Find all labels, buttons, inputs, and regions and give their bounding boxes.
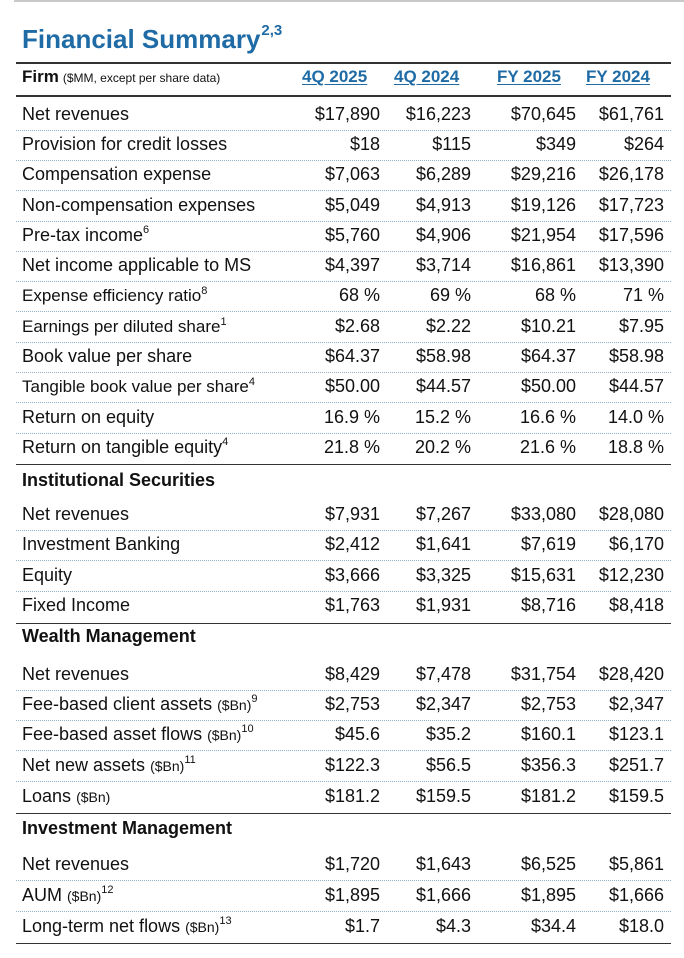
row-footnote: 13 <box>219 915 232 927</box>
cell-value: $251.7 <box>608 755 664 775</box>
cell-value: $4,397 <box>324 255 380 275</box>
table-row <box>16 251 671 282</box>
row-label-text: Return on equity <box>22 407 155 427</box>
cell-value: $2,347 <box>415 694 471 714</box>
cell-value: $5,049 <box>324 195 380 215</box>
table-row <box>16 130 671 161</box>
cell-value: $1,931 <box>415 595 471 615</box>
row-label <box>22 195 255 216</box>
row-label-text: Earnings per diluted share <box>22 317 221 336</box>
section-divider <box>16 813 671 814</box>
cell-value: $12,230 <box>598 565 664 585</box>
cell-value: $10.21 <box>520 316 576 336</box>
row-label-text: Investment Banking <box>22 534 181 554</box>
row-unit-note: ($Bn) <box>185 919 220 935</box>
row-footnote: 4 <box>248 376 255 388</box>
section-divider <box>16 943 671 944</box>
column-header-4q-2025: 4Q 2025 <box>302 67 368 86</box>
table-row <box>16 660 671 691</box>
cell-value: $16,861 <box>510 255 576 275</box>
cell-value: 15.2 % <box>414 407 471 427</box>
row-label-text: Net revenues <box>22 504 130 524</box>
row-label <box>22 786 110 807</box>
cell-value: $7,063 <box>324 164 380 184</box>
cell-value: $6,289 <box>415 164 471 184</box>
cell-value: $7,267 <box>415 504 471 524</box>
row-label <box>22 755 196 776</box>
row-label-text: Compensation expense <box>22 164 212 184</box>
row-unit-note: ($Bn) <box>150 758 185 774</box>
row-footnote: 11 <box>184 754 196 766</box>
cell-value: $18.0 <box>618 916 664 936</box>
row-label <box>22 885 114 906</box>
cell-value: $4,906 <box>415 225 471 245</box>
table-row <box>16 690 671 721</box>
cell-value: $1,895 <box>324 885 380 905</box>
cell-value: $159.5 <box>608 786 664 806</box>
table-row <box>16 500 671 531</box>
section-divider <box>16 623 671 624</box>
row-label-text: Provision for credit losses <box>22 134 228 154</box>
cell-value: 71 % <box>622 285 664 305</box>
cell-value: $2,753 <box>324 694 380 714</box>
section-title-investment-management: Investment Management <box>22 818 233 838</box>
cell-value: $1,666 <box>415 885 471 905</box>
cell-value: $50.00 <box>520 376 576 396</box>
cell-value: $2.22 <box>425 316 471 336</box>
row-unit-note: ($Bn) <box>76 789 111 805</box>
cell-value: $45.6 <box>334 724 380 744</box>
row-label-text: Loans <box>22 786 72 806</box>
cell-value: 21.6 % <box>519 437 576 457</box>
cell-value: $61,761 <box>598 104 664 124</box>
row-footnote: 1 <box>220 316 227 328</box>
cell-value: $29,216 <box>510 164 576 184</box>
cell-value: $50.00 <box>324 376 380 396</box>
cell-value: $181.2 <box>520 786 576 806</box>
table-row <box>16 561 671 592</box>
table-row <box>16 751 671 782</box>
row-label-text: Net new assets <box>22 755 146 775</box>
cell-value: $28,420 <box>598 664 664 684</box>
title-text: Financial Summary <box>22 24 261 54</box>
cell-value: $8,418 <box>608 595 664 615</box>
cell-value: $13,390 <box>598 255 664 275</box>
cell-value: $1,643 <box>415 854 471 874</box>
table-row <box>16 160 671 191</box>
row-label <box>22 595 130 616</box>
cell-value: $6,170 <box>608 534 664 554</box>
row-label-text: Fee-based client assets <box>22 694 213 714</box>
section-divider <box>16 464 671 465</box>
row-label-text: AUM <box>22 885 62 905</box>
row-label <box>22 286 207 306</box>
table-row <box>16 720 671 751</box>
row-label-text: Net revenues <box>22 104 130 124</box>
cell-value: $1,666 <box>608 885 664 905</box>
cell-value: $1,720 <box>324 854 380 874</box>
table-row <box>16 221 671 252</box>
cell-value: 16.9 % <box>323 407 380 427</box>
row-label <box>22 504 129 525</box>
cell-value: $122.3 <box>324 755 380 775</box>
row-footnote: 6 <box>143 224 150 236</box>
table-row <box>16 591 671 621</box>
top-divider <box>14 0 684 2</box>
row-label-text: Equity <box>22 565 73 585</box>
cell-value: $58.98 <box>608 346 664 366</box>
cell-value: $6,525 <box>520 854 576 874</box>
header-bottom-rule <box>16 95 671 97</box>
table-row <box>16 881 671 912</box>
cell-value: $1.7 <box>344 916 380 936</box>
cell-value: $70,645 <box>510 104 576 124</box>
row-label <box>22 164 211 185</box>
row-footnote: 9 <box>251 693 258 705</box>
cell-value: 16.6 % <box>519 407 576 427</box>
cell-value: $21,954 <box>510 225 576 245</box>
cell-value: $2,347 <box>608 694 664 714</box>
cell-value: $1,763 <box>324 595 380 615</box>
cell-value: 20.2 % <box>414 437 471 457</box>
cell-value: 18.8 % <box>607 437 664 457</box>
row-label <box>22 534 180 555</box>
row-label-text: Pre-tax income <box>22 225 144 245</box>
cell-value: $3,325 <box>415 565 471 585</box>
cell-value: $16,223 <box>405 104 471 124</box>
row-label <box>22 104 129 125</box>
cell-value: $160.1 <box>520 724 576 744</box>
cell-value: $33,080 <box>510 504 576 524</box>
cell-value: $44.57 <box>415 376 471 396</box>
cell-value: 14.0 % <box>607 407 664 427</box>
cell-value: $181.2 <box>324 786 380 806</box>
cell-value: $17,890 <box>314 104 380 124</box>
row-label-text: Expense efficiency ratio <box>22 286 202 305</box>
table-row <box>16 530 671 561</box>
row-label-text: Fixed Income <box>22 595 131 615</box>
row-label-text: Return on tangible equity <box>22 437 223 457</box>
cell-value: $64.37 <box>520 346 576 366</box>
table-row <box>16 100 671 131</box>
firm-header <box>22 67 220 87</box>
cell-value: $15,631 <box>510 565 576 585</box>
cell-value: $7.95 <box>618 316 664 336</box>
header-top-rule <box>16 62 671 64</box>
row-label <box>22 694 257 715</box>
cell-value: $56.5 <box>425 755 471 775</box>
cell-value: $2,753 <box>520 694 576 714</box>
cell-value: $34.4 <box>530 916 576 936</box>
cell-value: $264 <box>623 134 664 154</box>
cell-value: $17,723 <box>598 195 664 215</box>
cell-value: $18 <box>349 134 380 154</box>
cell-value: 68 % <box>338 285 380 305</box>
row-label <box>22 565 72 586</box>
column-header-fy-2024: FY 2024 <box>586 67 650 86</box>
table-row <box>16 433 671 463</box>
cell-value: $115 <box>432 134 471 154</box>
table-row <box>16 342 671 373</box>
row-label-text: Book value per share <box>22 346 193 366</box>
row-label <box>22 664 129 685</box>
row-footnote: 4 <box>222 436 229 448</box>
cell-value: $58.98 <box>415 346 471 366</box>
table-row <box>16 191 671 222</box>
row-label <box>22 724 254 745</box>
row-unit-note: ($Bn) <box>67 888 102 904</box>
cell-value: $2,412 <box>324 534 380 554</box>
cell-value: $1,641 <box>415 534 471 554</box>
row-label <box>22 377 255 397</box>
cell-value: 69 % <box>429 285 471 305</box>
table-row <box>16 403 671 434</box>
cell-value: $3,714 <box>415 255 471 275</box>
cell-value: $7,931 <box>324 504 380 524</box>
title-footnote: 2,3 <box>261 22 283 39</box>
cell-value: $7,619 <box>520 534 576 554</box>
cell-value: $159.5 <box>415 786 471 806</box>
table-row <box>16 850 671 881</box>
section-title-wealth-management: Wealth Management <box>22 626 196 646</box>
row-footnote: 8 <box>201 285 208 297</box>
cell-value: $64.37 <box>324 346 380 366</box>
row-label <box>22 346 192 367</box>
cell-value: 68 % <box>534 285 576 305</box>
cell-value: $123.1 <box>608 724 664 744</box>
row-footnote: 10 <box>241 723 254 735</box>
cell-value: $4.3 <box>435 916 471 936</box>
row-label-text: Net revenues <box>22 854 130 874</box>
row-label-text: Long-term net flows <box>22 916 181 936</box>
row-label <box>22 854 129 875</box>
firm-unit-note: ($MM, except per share data) <box>62 71 221 85</box>
row-label <box>22 255 251 276</box>
column-header-4q-2024: 4Q 2024 <box>394 67 460 86</box>
cell-value: $7,478 <box>415 664 471 684</box>
column-header-fy-2025: FY 2025 <box>497 67 561 86</box>
cell-value: $4,913 <box>415 195 471 215</box>
row-unit-note: ($Bn) <box>217 697 252 713</box>
row-unit-note: ($Bn) <box>207 727 242 743</box>
section-title-institutional-securities: Institutional Securities <box>22 470 216 490</box>
row-label-text: Tangible book value per share <box>22 377 249 396</box>
row-label <box>22 916 232 937</box>
table-row <box>16 281 671 312</box>
cell-value: $31,754 <box>510 664 576 684</box>
cell-value: $349 <box>535 134 576 154</box>
row-footnote: 12 <box>101 884 114 896</box>
cell-value: $8,429 <box>324 664 380 684</box>
table-row <box>16 782 671 812</box>
cell-value: $3,666 <box>324 565 380 585</box>
table-row <box>16 372 671 403</box>
row-label-text: Fee-based asset flows <box>22 724 203 744</box>
cell-value: $2.68 <box>334 316 380 336</box>
page-title <box>22 24 282 55</box>
cell-value: $1,895 <box>520 885 576 905</box>
row-label <box>22 225 149 246</box>
table-row <box>16 912 671 942</box>
row-label-text: Non-compensation expenses <box>22 195 256 215</box>
row-label <box>22 317 227 337</box>
cell-value: 21.8 % <box>323 437 380 457</box>
cell-value: $28,080 <box>598 504 664 524</box>
row-label <box>22 437 228 458</box>
cell-value: $26,178 <box>598 164 664 184</box>
cell-value: $5,760 <box>324 225 380 245</box>
table-row <box>16 312 671 343</box>
row-label-text: Net income applicable to MS <box>22 255 252 275</box>
row-label <box>22 407 154 428</box>
row-label <box>22 134 227 155</box>
cell-value: $19,126 <box>510 195 576 215</box>
cell-value: $8,716 <box>520 595 576 615</box>
row-label-text: Net revenues <box>22 664 130 684</box>
cell-value: $356.3 <box>520 755 576 775</box>
cell-value: $44.57 <box>608 376 664 396</box>
cell-value: $17,596 <box>598 225 664 245</box>
cell-value: $35.2 <box>425 724 471 744</box>
cell-value: $5,861 <box>608 854 664 874</box>
firm-label: Firm <box>22 67 59 86</box>
